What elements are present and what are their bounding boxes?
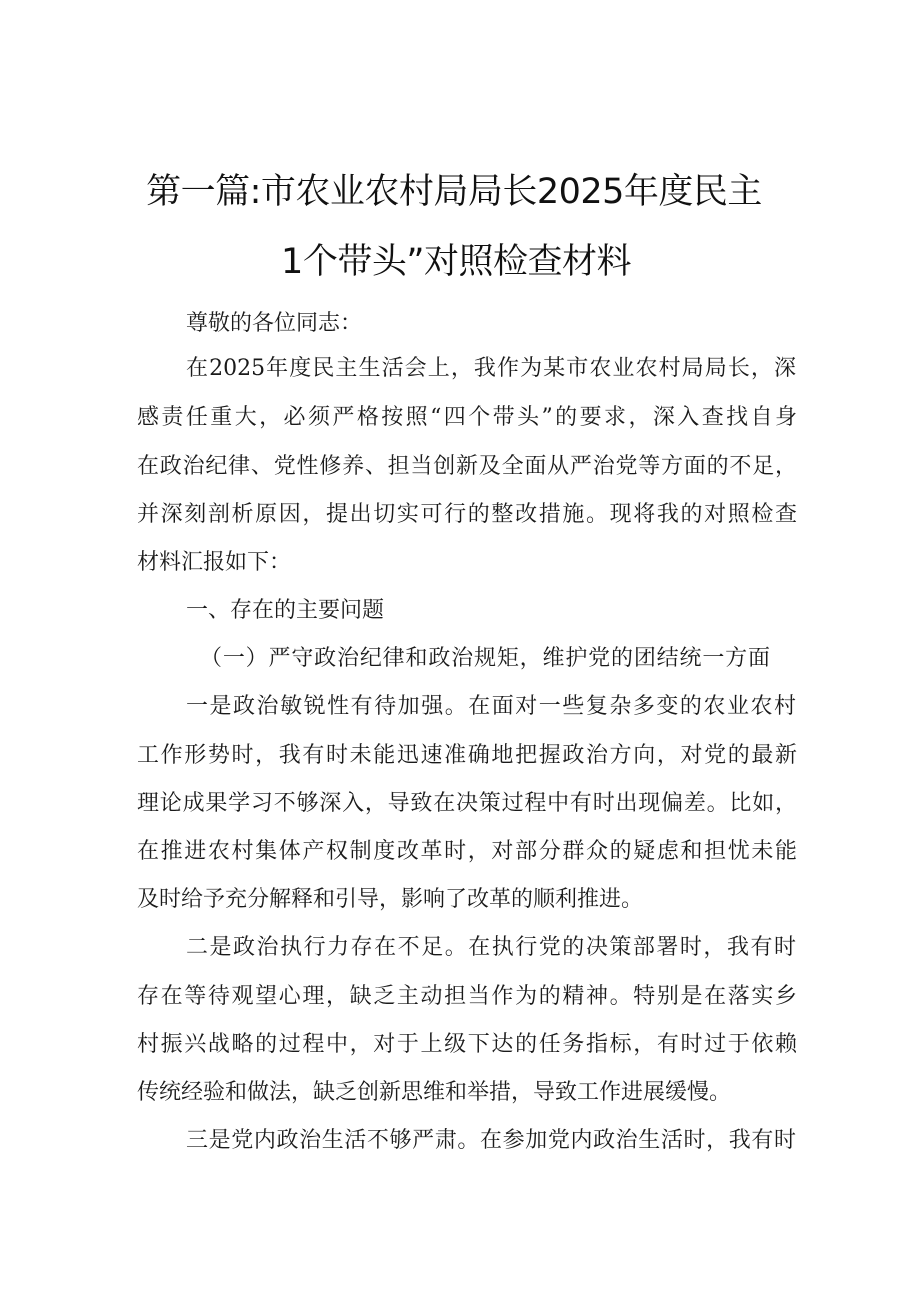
- intro-line: 材料汇报如下：: [137, 550, 292, 575]
- paragraph-line: 村振兴战略的过程中，对于上级下达的任务指标，有时过于依赖: [137, 1032, 797, 1057]
- intro-line: 在2025年度民主生活会上，我作为某市农业农村局局长，深: [186, 356, 796, 381]
- paragraph-line: 传统经验和做法，缺乏创新思维和举措，导致工作进展缓慢。: [137, 1080, 732, 1105]
- paragraph-line: 理论成果学习不够深入，导致在决策过程中有时出现偏差。比如，: [137, 791, 797, 816]
- intro-line: 并深刻剖析原因，提出切实可行的整改措施。现将我的对照检查: [137, 502, 797, 527]
- intro-line: 感责任重大，必须严格按照“四个带头”的要求，深入查找自身: [137, 405, 797, 430]
- salutation: 尊敬的各位同志：: [186, 311, 363, 336]
- intro-line: 在政治纪律、党性修养、担当创新及全面从严治党等方面的不足，: [137, 454, 797, 479]
- paragraph-line: 一是政治敏锐性有待加强。在面对一些复杂多变的农业农村: [186, 694, 796, 719]
- document-title-line-1: 第一篇:市农业农村局局长2025年度民主: [146, 172, 762, 212]
- paragraph-line: 及时给予充分解释和引导，影响了改革的顺利推进。: [137, 887, 644, 912]
- subsection-heading: （一）严守政治纪律和政治规矩，维护党的团结统一方面: [200, 646, 770, 671]
- paragraph-line: 二是政治执行力存在不足。在执行党的决策部署时，我有时: [186, 935, 796, 960]
- paragraph-line: 存在等待观望心理，缺乏主动担当作为的精神。特别是在落实乡: [137, 984, 797, 1009]
- paragraph-line: 三是党内政治生活不够严肃。在参加党内政治生活时，我有时: [186, 1128, 796, 1153]
- paragraph-line: 工作形势时，我有时未能迅速准确地把握政治方向，对党的最新: [137, 743, 797, 768]
- section-heading: 一、存在的主要问题: [186, 598, 385, 623]
- paragraph-line: 在推进农村集体产权制度改革时，对部分群众的疑虑和担忧未能: [137, 839, 797, 864]
- document-title-line-2: 1个带头”对照检查材料: [281, 242, 631, 282]
